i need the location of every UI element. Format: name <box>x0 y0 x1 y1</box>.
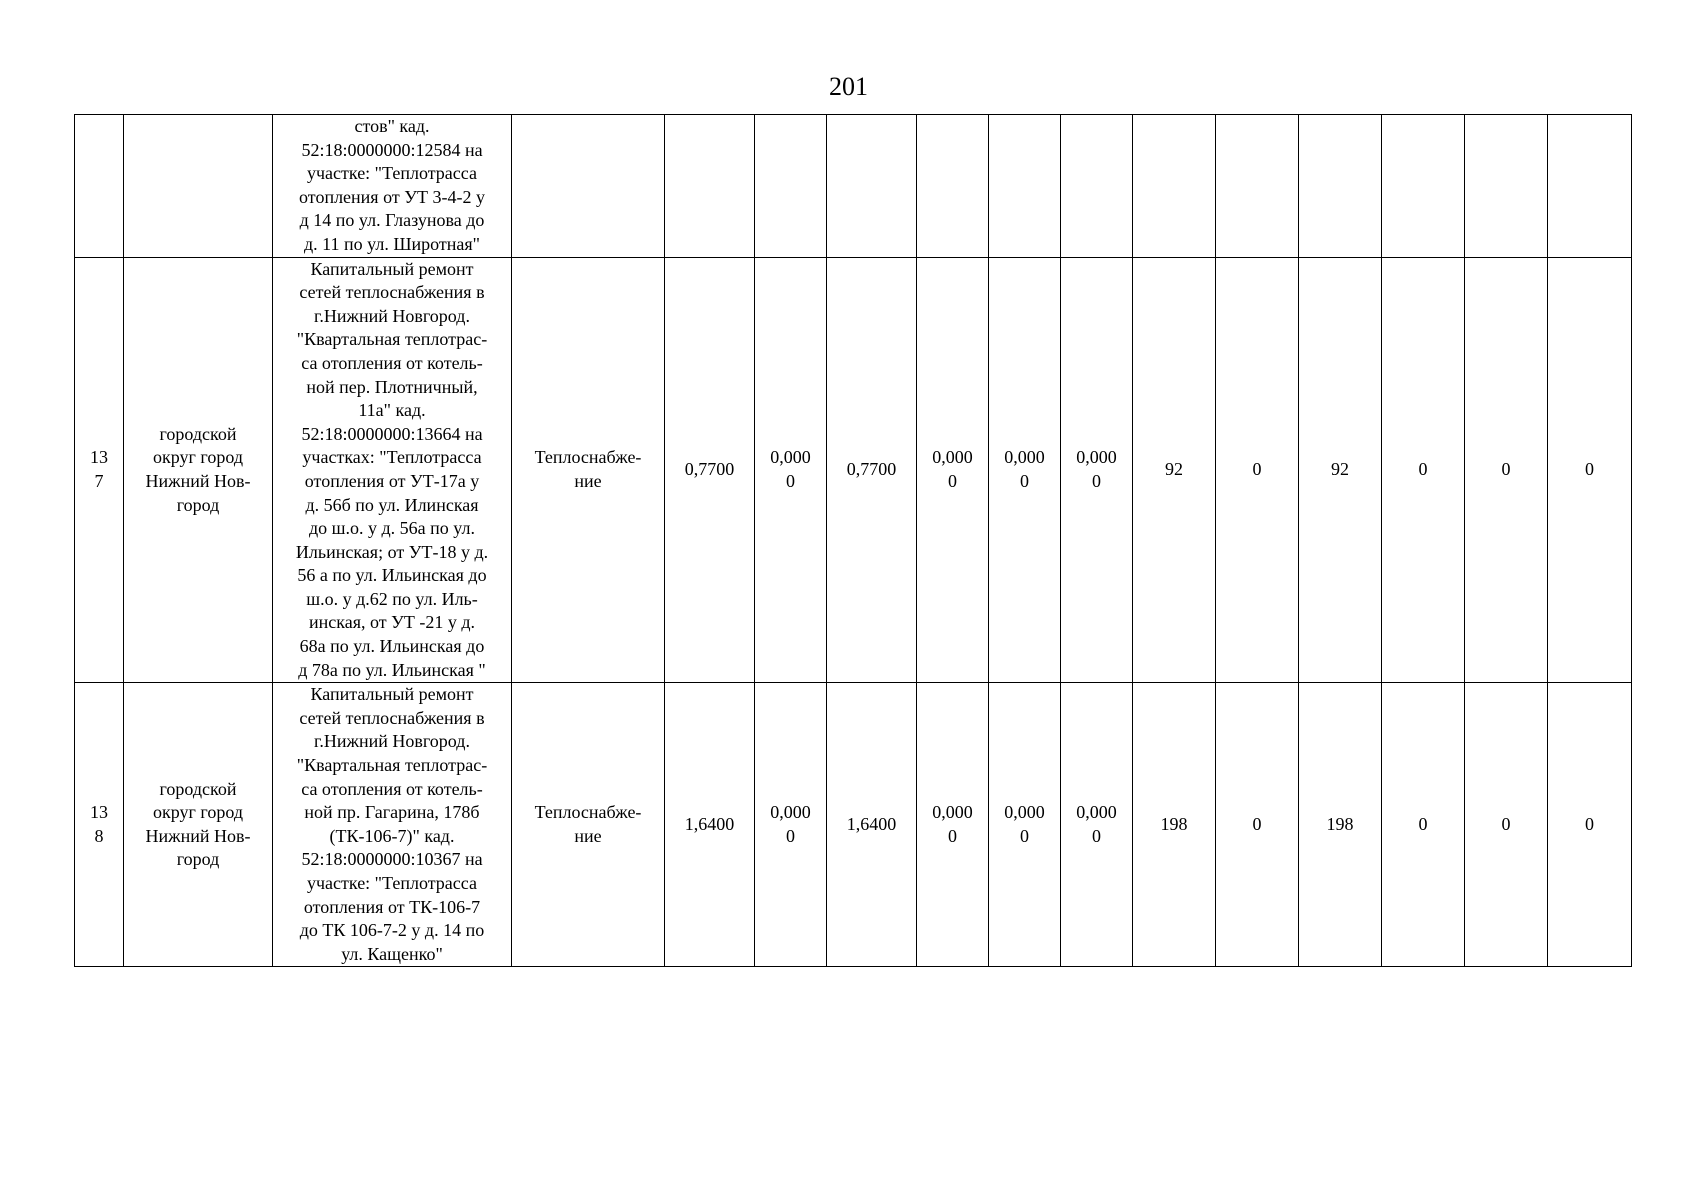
value-cell <box>827 115 917 258</box>
territory-cell <box>124 115 273 258</box>
value-cell: 0,000 0 <box>989 257 1061 683</box>
value-cell <box>665 115 755 258</box>
value-cell: 0 <box>1216 257 1299 683</box>
value-cell: 198 <box>1299 683 1382 967</box>
value-cell: 0 <box>1382 683 1465 967</box>
type-cell: Теплоснабже- ние <box>512 683 665 967</box>
table-row <box>75 257 1632 683</box>
value-cell: 92 <box>1299 257 1382 683</box>
value-cell: 0,000 0 <box>755 257 827 683</box>
value-cell <box>1216 115 1299 258</box>
value-cell: 0 <box>1548 257 1632 683</box>
row-number-cell <box>75 115 124 258</box>
value-cell: 92 <box>1133 257 1216 683</box>
value-cell <box>1548 115 1632 258</box>
territory-cell: городской округ город Нижний Нов- город <box>124 683 273 967</box>
table-row <box>75 683 1632 967</box>
value-cell: 0,7700 <box>827 257 917 683</box>
value-cell: 0,000 0 <box>917 683 989 967</box>
value-cell: 1,6400 <box>827 683 917 967</box>
value-cell: 0,7700 <box>665 257 755 683</box>
value-cell: 0,000 0 <box>1061 683 1133 967</box>
page-number: 201 <box>829 72 868 101</box>
value-cell <box>1133 115 1216 258</box>
value-cell: 198 <box>1133 683 1216 967</box>
value-cell <box>989 115 1061 258</box>
description-cell: стов" кад. 52:18:0000000:12584 на участке: "Теплотрасса отопления от УТ 3-4-2 у д 14 по ул. Глазунова до д. 11 по ул. Широтная" <box>273 115 512 258</box>
description-cell: Капитальный ремонт сетей теплоснабжения в г.Нижний Новгород. "Квартальная теплотрас- са отопления от котель- ной пр. Гагарина, 178б (ТК-106-7)" кад. 52:18:0000000:10367 на участке: "Теплотрасса отопления от ТК-106-7 до ТК 106-7-2 у д. 14 по ул. Кащенко" <box>273 683 512 967</box>
value-cell: 0 <box>1465 257 1548 683</box>
value-cell <box>917 115 989 258</box>
table-row <box>75 115 1632 258</box>
value-cell <box>1382 115 1465 258</box>
value-cell <box>1465 115 1548 258</box>
type-cell <box>512 115 665 258</box>
value-cell: 0 <box>1382 257 1465 683</box>
row-number-cell: 13 8 <box>75 683 124 967</box>
territory-cell: городской округ город Нижний Нов- город <box>124 257 273 683</box>
value-cell: 0,000 0 <box>1061 257 1133 683</box>
value-cell: 0 <box>1216 683 1299 967</box>
value-cell: 1,6400 <box>665 683 755 967</box>
value-cell: 0,000 0 <box>755 683 827 967</box>
value-cell: 0 <box>1548 683 1632 967</box>
value-cell: 0,000 0 <box>989 683 1061 967</box>
data-table <box>74 114 1632 967</box>
value-cell <box>1061 115 1133 258</box>
type-cell: Теплоснабже- ние <box>512 257 665 683</box>
value-cell <box>1299 115 1382 258</box>
row-number-cell: 13 7 <box>75 257 124 683</box>
value-cell: 0 <box>1465 683 1548 967</box>
value-cell <box>755 115 827 258</box>
description-cell: Капитальный ремонт сетей теплоснабжения в г.Нижний Новгород. "Квартальная теплотрас- са отопления от котель- ной пер. Плотничный, 11а" кад. 52:18:0000000:13664 на участках: "Теплотрасса отопления от УТ-17а у д. 56б по ул. Илинская до ш.о. у д. 56а по ул. Ильинская; от УТ-18 у д. 56 а по ул. Ильинская до ш.о. у д.62 по ул. Иль- инская, от УТ -21 у д. 68а по ул. Ильинская до д 78а по ул. Ильинская " <box>273 257 512 683</box>
value-cell: 0,000 0 <box>917 257 989 683</box>
